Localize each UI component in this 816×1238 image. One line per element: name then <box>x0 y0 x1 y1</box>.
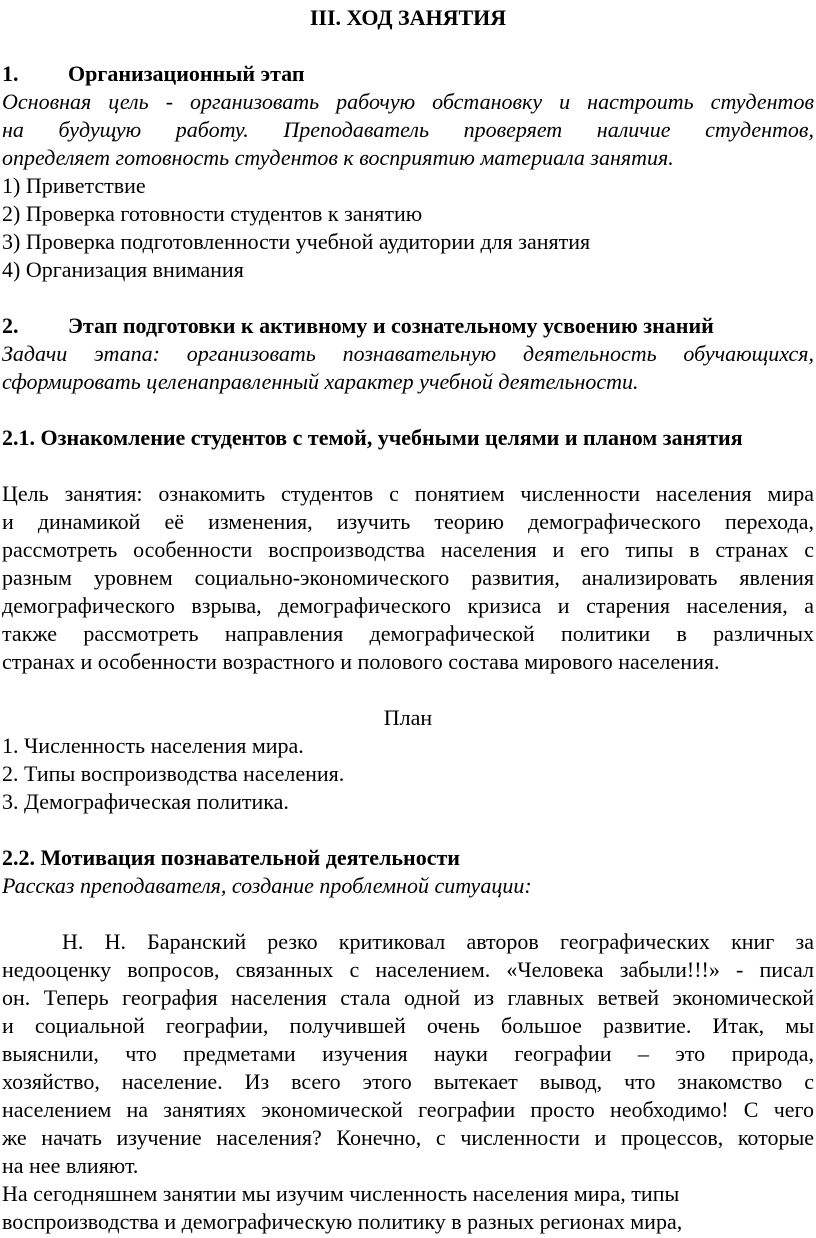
page-title: III. ХОД ЗАНЯТИЯ <box>309 5 507 30</box>
paragraph-line: также рассмотреть направления демографической политики в различных <box>2 621 814 646</box>
paragraph-line: разным уровнем социально-экономического развития, анализировать явления <box>2 565 814 590</box>
section-1-heading <box>2 60 814 88</box>
section-subtitle: Рассказ преподавателя, создание проблемной ситуации: <box>2 873 532 898</box>
goal-line: на будущую работу. Преподаватель проверяет наличие студентов, <box>2 117 814 142</box>
plan-item: 1. Численность населения мира. <box>2 733 304 758</box>
paragraph-line: он. Теперь география населения стала одной из главных ветвей экономической <box>2 985 814 1010</box>
goal-line: определяет готовность студентов к восприятию материала занятия. <box>2 145 674 170</box>
paragraph-line: На сегодняшнем занятии мы изучим численность населения мира, типы <box>2 1181 680 1206</box>
section-2-2-heading: 2.2. Мотивация познавательной деятельности <box>2 845 460 870</box>
plan-item: 3. Демографическая политика. <box>2 789 289 814</box>
list-item: 1) Приветствие <box>2 173 146 198</box>
paragraph-line: рассмотреть особенности воспроизводства населения и его типы в странах с <box>2 537 814 562</box>
section-2-heading <box>2 312 814 340</box>
section-title: Организационный этап <box>68 61 305 86</box>
plan-title: План <box>383 705 433 730</box>
goal-line: Основная цель - организовать рабочую обстановку и настроить студентов <box>2 89 814 114</box>
paragraph-line: странах и особенности возрастного и полового состава мирового населения. <box>2 649 720 674</box>
paragraph-line: выяснили, что предметами изучения науки географии – это природа, <box>2 1041 814 1066</box>
paragraph-line: населением на занятиях экономической географии просто необходимо! С чего <box>2 1097 814 1122</box>
section-number: 2. <box>2 313 19 338</box>
paragraph-line: Цель занятия: ознакомить студентов с понятием численности населения мира <box>2 481 814 506</box>
list-item: 4) Организация внимания <box>2 257 244 282</box>
plan-item: 2. Типы воспроизводства населения. <box>2 761 345 786</box>
list-item: 2) Проверка готовности студентов к занятию <box>2 201 423 226</box>
paragraph-line: недооценку вопросов, связанных с населением. «Человека забыли!!!» - писал <box>2 957 814 982</box>
list-item: 3) Проверка подготовленности учебной аудитории для занятия <box>2 229 591 254</box>
section-2-1-heading: 2.1. Ознакомление студентов с темой, учебными целями и планом занятия <box>2 425 743 450</box>
paragraph-line: на нее влияют. <box>2 1153 139 1178</box>
section-number: 1. <box>2 61 19 86</box>
paragraph-line: хозяйство, население. Из всего этого вытекает вывод, что знакомство с <box>2 1069 814 1094</box>
paragraph-line: и динамикой её изменения, изучить теорию демографического перехода, <box>2 509 814 534</box>
paragraph-line: воспроизводства и демографическую политику в разных регионах мира, <box>2 1209 683 1234</box>
paragraph-line: и социальной географии, получившей очень большое развитие. Итак, мы <box>2 1013 814 1038</box>
paragraph-line: Н. Н. Баранский резко критиковал авторов географических книг за <box>62 929 814 954</box>
paragraph-line: же начать изучение населения? Конечно, с численности и процессов, которые <box>2 1125 814 1150</box>
tasks-line: Задачи этапа: организовать познавательную деятельность обучающихся, <box>2 341 814 366</box>
tasks-line: сформировать целенаправленный характер учебной деятельности. <box>2 369 639 394</box>
section-title: Этап подготовки к активному и сознательному усвоению знаний <box>68 313 714 338</box>
paragraph-line: демографического взрыва, демографического кризиса и старения населения, а <box>2 593 814 618</box>
